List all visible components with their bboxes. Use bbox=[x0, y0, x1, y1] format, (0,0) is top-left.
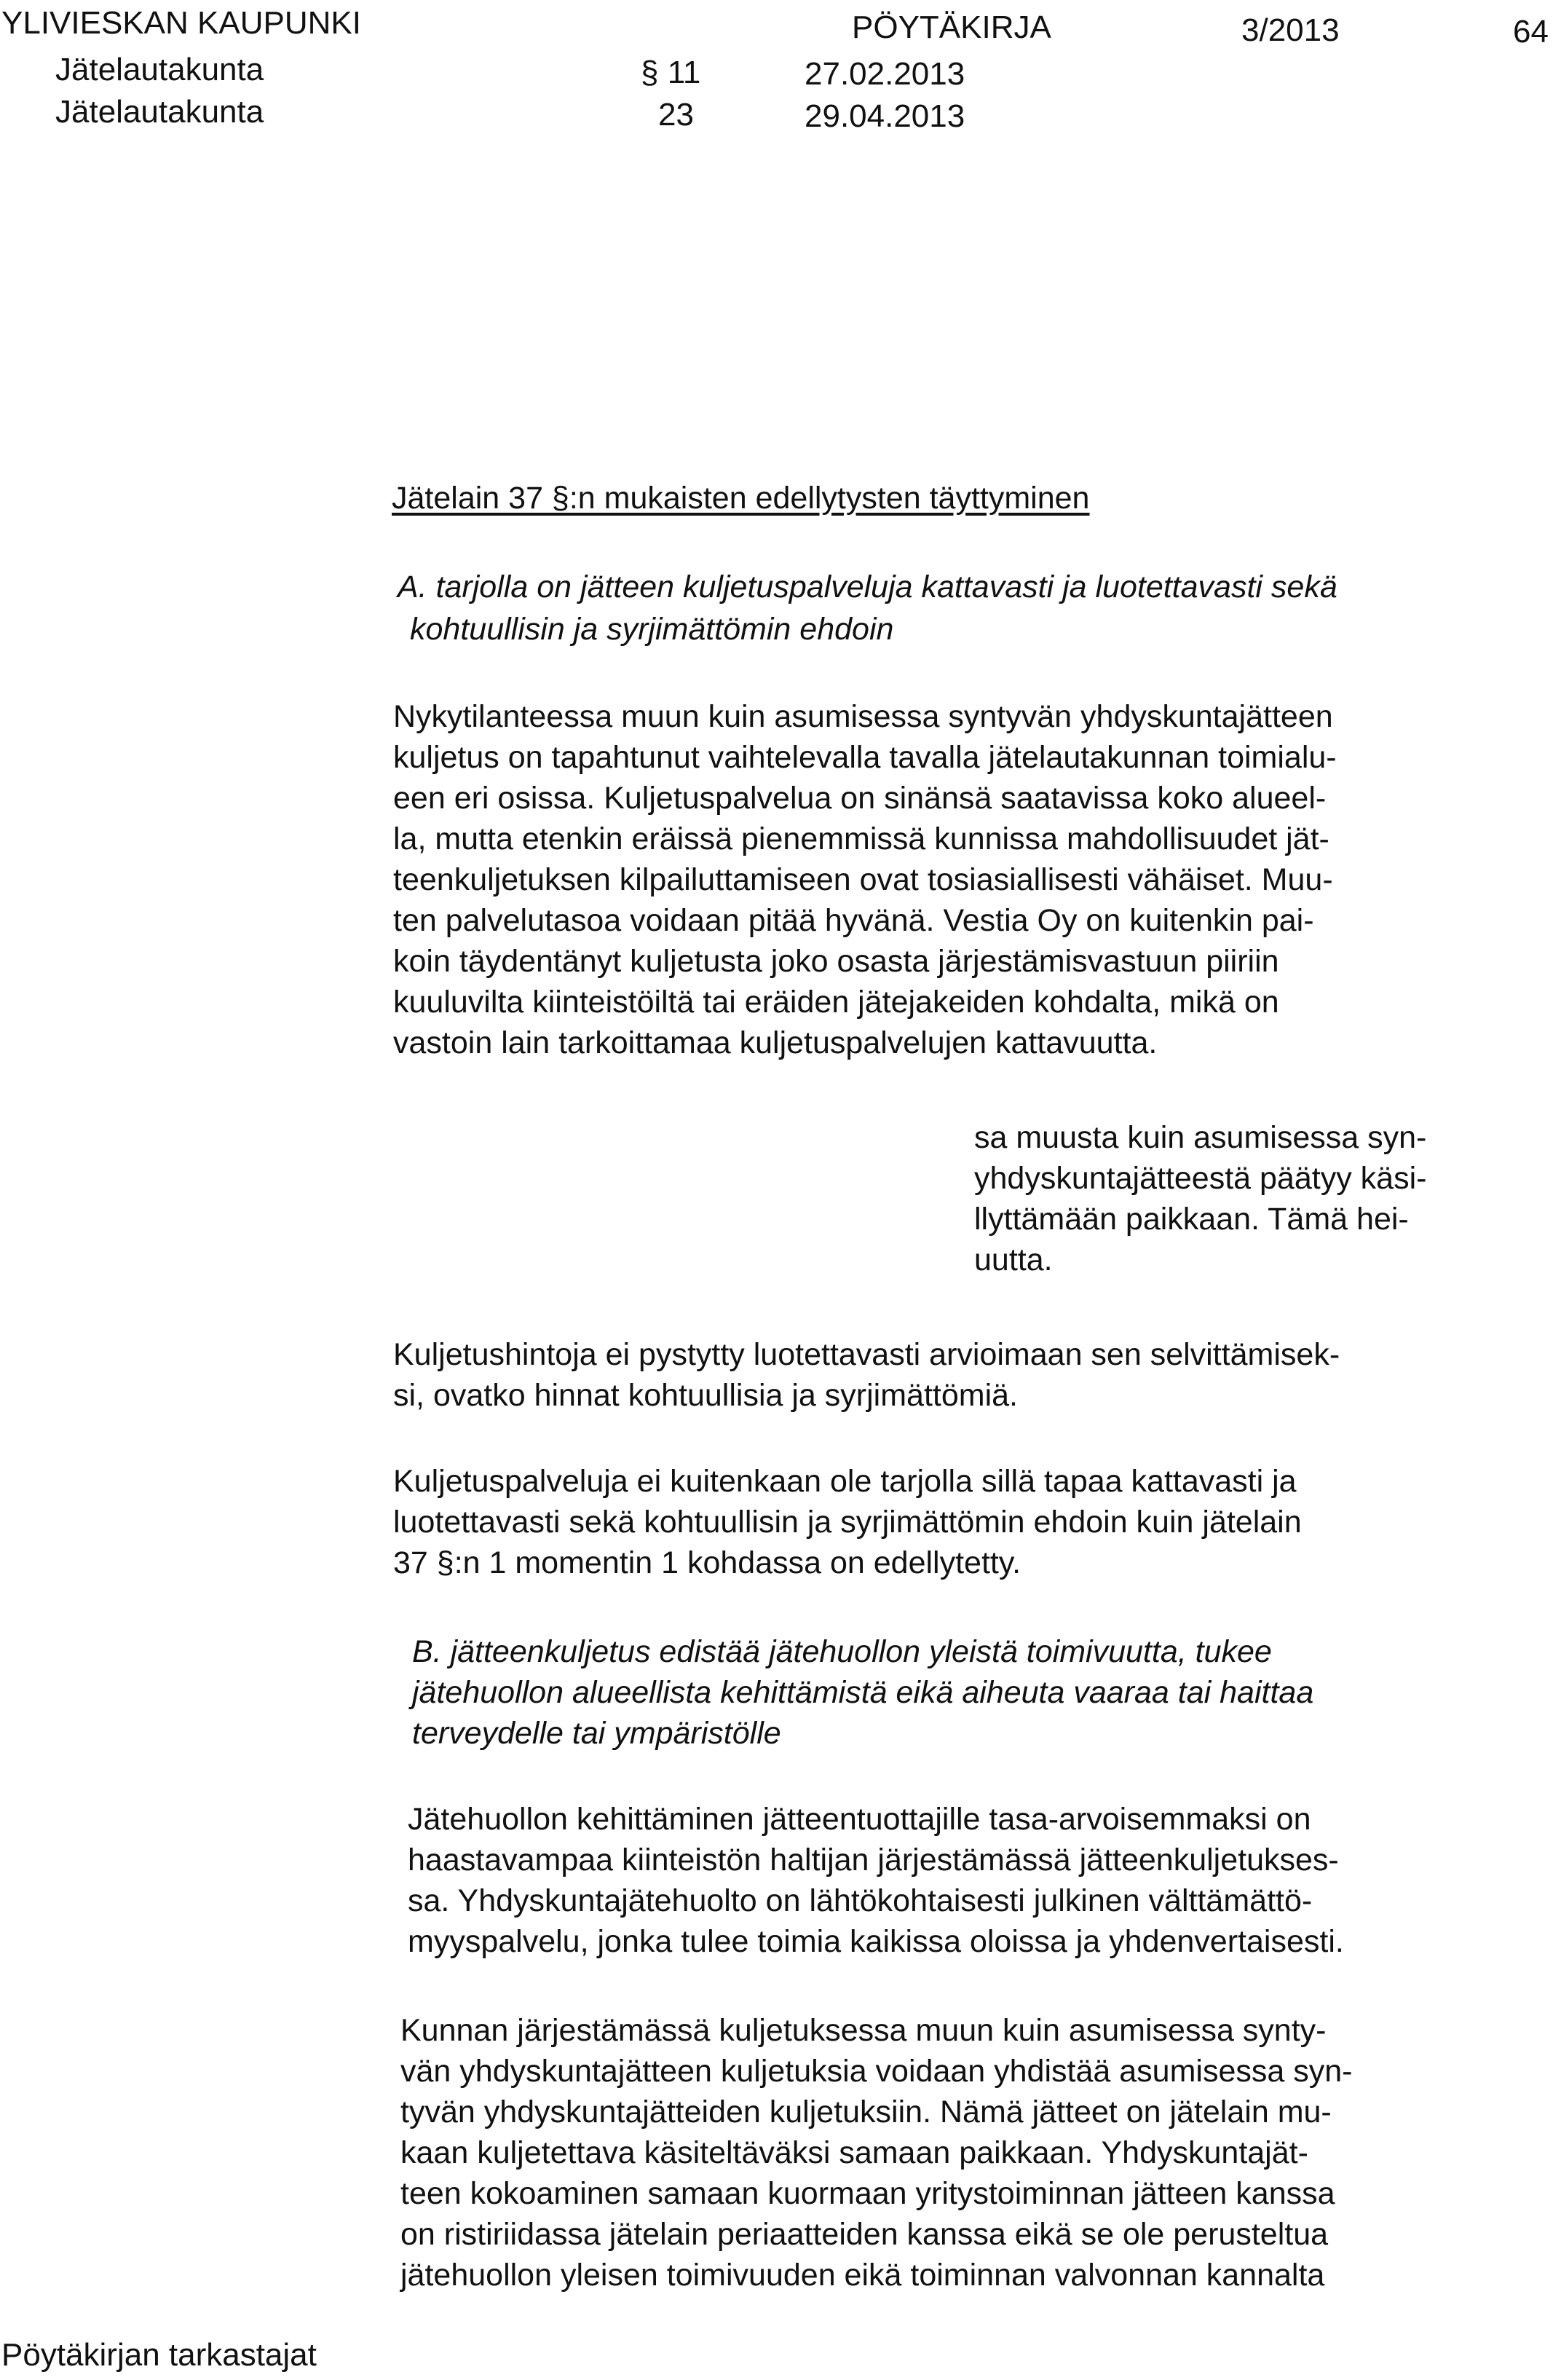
doc-type: PÖYTÄKIRJA bbox=[852, 9, 1051, 45]
paragraph-line: sa. Yhdyskuntajätehuolto on lähtökohtaisesti julkinen välttämättö- bbox=[408, 1883, 1313, 1918]
header-date-1: 27.02.2013 bbox=[805, 56, 965, 92]
paragraph-line: uutta. bbox=[974, 1242, 1053, 1277]
paragraph-line: la, mutta etenkin eräissä pienemmissä kunnissa mahdollisuudet jät- bbox=[393, 821, 1329, 856]
paragraph-line: Kunnan järjestämässä kuljetuksessa muun kuin asumisessa synty- bbox=[400, 2013, 1327, 2048]
footer-inspectors-label: Pöytäkirjan tarkastajat bbox=[1, 2337, 317, 2373]
header-body-2: Jätelautakunta bbox=[55, 94, 264, 130]
header-section-1: § 11 bbox=[641, 55, 701, 90]
paragraph-line: kuuluvilta kiinteistöiltä tai eräiden jätejakeiden kohdalta, mikä on bbox=[393, 985, 1279, 1020]
paragraph-line: myyspalvelu, jonka tulee toimia kaikissa oloissa ja yhdenvertaisesti. bbox=[408, 1924, 1344, 1959]
paragraph-line: Jätehuollon kehittäminen jätteentuottajille tasa-arvoisemmaksi on bbox=[408, 1802, 1311, 1837]
paragraph-line: Kuljetushintoja ei pystytty luotettavasti arvioimaan sen selvittämisek- bbox=[393, 1337, 1340, 1372]
paragraph-line: kuljetus on tapahtunut vaihtelevalla tavalla jätelautakunnan toimialu- bbox=[393, 740, 1337, 775]
paragraph-line: kaan kuljetettava käsiteltäväksi samaan paikkaan. Yhdyskuntajät- bbox=[400, 2135, 1308, 2170]
paragraph-line: teen kokoaminen samaan kuormaan yritystoiminnan jätteen kanssa bbox=[400, 2176, 1335, 2211]
paragraph-line: vän yhdyskuntajätteen kuljetuksia voidaan yhdistää asumisessa syn- bbox=[400, 2054, 1353, 2089]
page-number: 64 bbox=[1513, 14, 1549, 50]
subheading-a-line: A. tarjolla on jätteen kuljetuspalveluja kattavasti ja luotettavasti sekä bbox=[398, 570, 1337, 604]
doc-number: 3/2013 bbox=[1241, 12, 1340, 48]
header-date-2: 29.04.2013 bbox=[805, 98, 965, 134]
header-body-1: Jätelautakunta bbox=[55, 52, 264, 87]
subheading-b-line: B. jätteenkuljetus edistää jätehuollon yleistä toimivuutta, tukee bbox=[412, 1634, 1272, 1669]
subheading-a-line: kohtuullisin ja syrjimättömin ehdoin bbox=[410, 612, 894, 647]
paragraph-line: jätehuollon yleisen toimivuuden eikä toiminnan valvonnan kannalta bbox=[400, 2258, 1325, 2293]
paragraph-line: Nykytilanteessa muun kuin asumisessa syntyvän yhdyskuntajätteen bbox=[393, 699, 1333, 734]
paragraph-line: on ristiriidassa jätelain periaatteiden kanssa eikä se ole perusteltua bbox=[400, 2217, 1329, 2252]
paragraph-line: llyttämään paikkaan. Tämä hei- bbox=[974, 1202, 1409, 1237]
paragraph-line: koin täydentänyt kuljetusta joko osasta järjestämisvastuun piiriin bbox=[393, 944, 1279, 979]
paragraph-line: haastavampaa kiinteistön haltijan järjestämässä jätteenkuljetukses- bbox=[408, 1843, 1339, 1877]
paragraph-line: luotettavasti sekä kohtuullisin ja syrjimättömin ehdoin kuin jätelain bbox=[393, 1505, 1302, 1540]
subheading-b-line: terveydelle tai ympäristölle bbox=[412, 1716, 781, 1751]
paragraph-line: 37 §:n 1 momentin 1 kohdassa on edellytetty. bbox=[393, 1545, 1021, 1580]
paragraph-line: teenkuljetuksen kilpailuttamiseen ovat tosiasiallisesti vähäiset. Muu- bbox=[393, 862, 1333, 897]
paragraph-line: tyvän yhdyskuntajätteiden kuljetuksiin. Nämä jätteet on jätelain mu- bbox=[400, 2095, 1332, 2129]
subheading-b-line: jätehuollon alueellista kehittämistä eikä aiheuta vaaraa tai haittaa bbox=[412, 1675, 1314, 1710]
paragraph-line: si, ovatko hinnat kohtuullisia ja syrjimättömiä. bbox=[393, 1378, 1018, 1413]
paragraph-line: sa muusta kuin asumisessa syn- bbox=[974, 1120, 1427, 1155]
org-name: YLIVIESKAN KAUPUNKI bbox=[1, 5, 361, 41]
section-title: Jätelain 37 §:n mukaisten edellytysten täyttyminen bbox=[392, 481, 1090, 516]
paragraph-line: yhdyskuntajätteestä päätyy käsi- bbox=[974, 1161, 1427, 1196]
header-section-2: 23 bbox=[658, 97, 694, 133]
paragraph-line: vastoin lain tarkoittamaa kuljetuspalvelujen kattavuutta. bbox=[393, 1025, 1158, 1060]
paragraph-line: een eri osissa. Kuljetuspalvelua on sinänsä saatavissa koko alueel- bbox=[393, 781, 1327, 816]
paragraph-line: ten palvelutasoa voidaan pitää hyvänä. Vestia Oy on kuitenkin pai- bbox=[393, 903, 1314, 938]
paragraph-line: Kuljetuspalveluja ei kuitenkaan ole tarjolla sillä tapaa kattavasti ja bbox=[393, 1464, 1297, 1499]
